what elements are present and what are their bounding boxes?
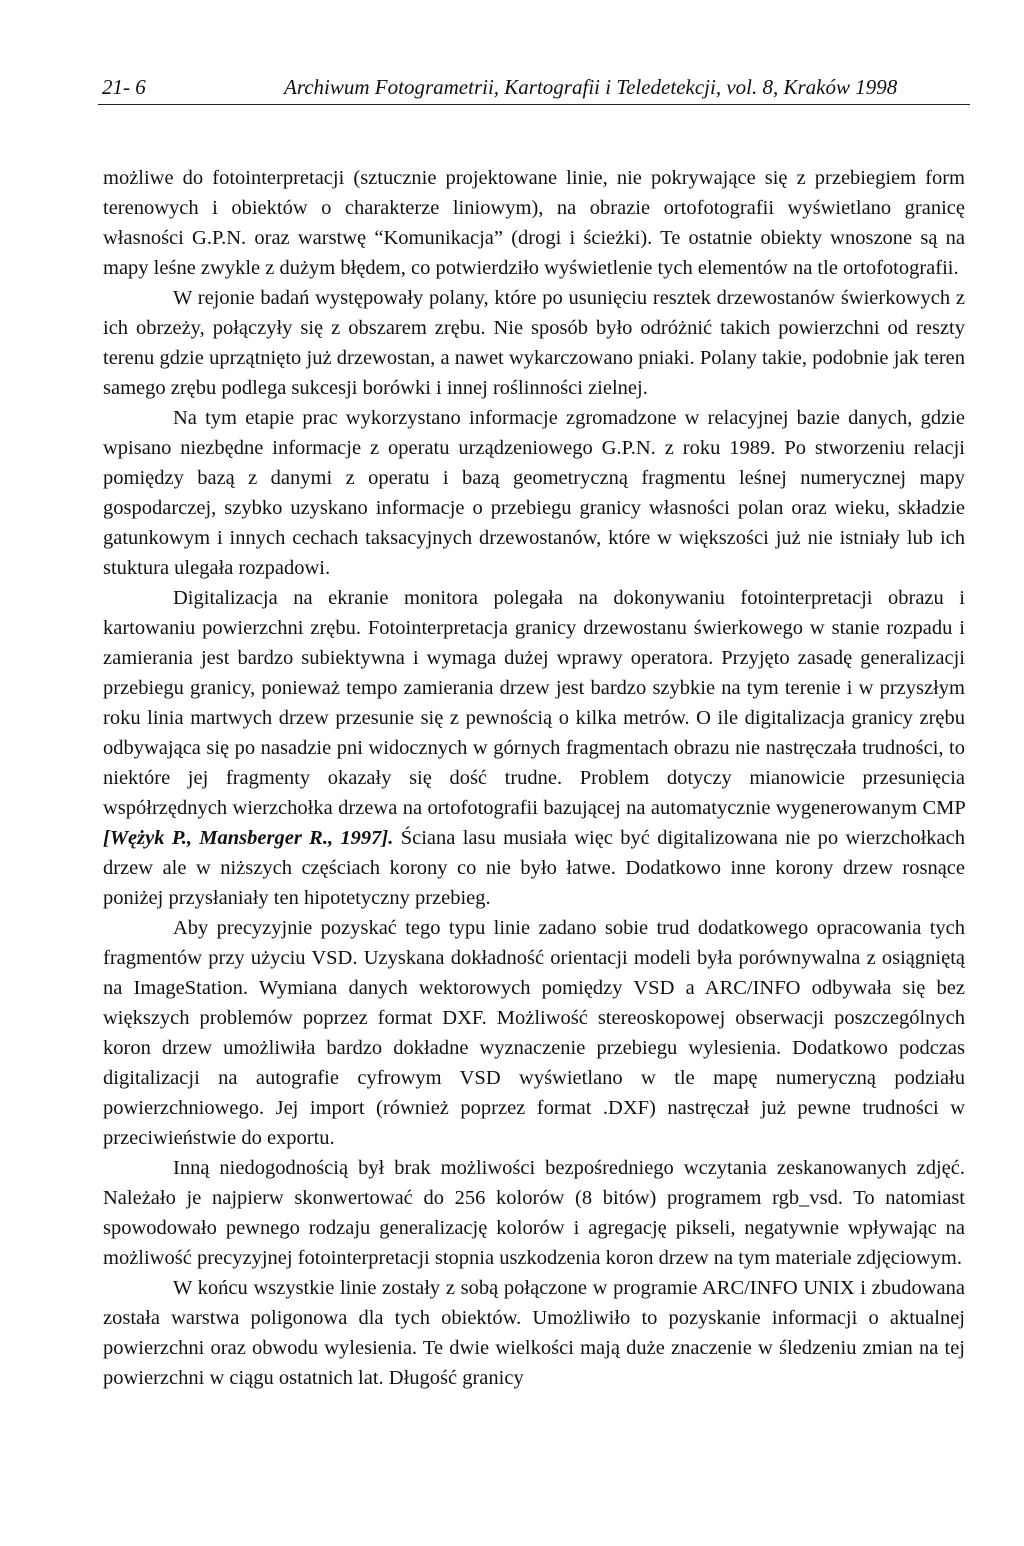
paragraph: W rejonie badań występowały polany, które po usunięciu resztek drzewostanów świerkowych z ich obrzeży, połączyły się z obszarem zrębu. Nie sposób było odróżnić takich powierzchni od reszty terenu gdzie uprzątnięto już drzewostan, a nawet wykarczowano pniaki. Polany takie, podobnie jak teren samego zrębu podlega sukcesji borówki i innej roślinności zielnej. [103,287,965,399]
citation: [Wężyk P., Mansberger R., 1997]. [103,827,394,849]
running-header [98,74,970,105]
body-text [103,163,965,1393]
journal-title: Archiwum Fotogrametrii, Kartografii i Teledetekcji, vol. 8, Kraków 1998 [284,75,898,99]
paragraph: Na tym etapie prac wykorzystano informacje zgromadzone w relacyjnej bazie danych, gdzie wpisano niezbędne informacje z operatu urządzeniowego G.P.N. z roku 1989. Po stworzeniu relacji pomiędzy bazą z danymi z operatu i bazą geometryczną fragmentu leśnej numerycznej mapy gospodarczej, szybko uzyskano informacje o przebiegu granicy własności polan oraz wieku, składzie gatunkowym i innych cechach taksacyjnych drzewostanów, które w większości już nie istniały lub ich stuktura ulegała rozpadowi. [103,407,965,579]
paragraph: W końcu wszystkie linie zostały z sobą połączone w programie ARC/INFO UNIX i zbudowana została warstwa poligonowa dla tych obiektów. Umożliwiło to pozyskanie informacji o aktualnej powierzchni oraz obwodu wylesienia. Te dwie wielkości mają duże znaczenie w śledzeniu zmian na tej powierzchni w ciągu ostatnich lat. Długość granicy [103,1277,965,1389]
paragraph: możliwe do fotointerpretacji (sztucznie projektowane linie, nie pokrywające się z przebiegiem form terenowych i obiektów o charakterze liniowym), na obrazie ortofotografii wyświetlano granicę własności G.P.N. oraz warstwę “Komunikacja” (drogi i ścieżki). Te ostatnie obiekty wnoszone są na mapy leśne zwykle z dużym błędem, co potwierdziło wyświetlenie tych elementów na tle ortofotografii. [103,167,965,279]
paragraph: Inną niedogodnością był brak możliwości bezpośredniego wczytania zeskanowanych zdjęć. Należało je najpierw skonwertować do 256 kolorów (8 bitów) programem rgb_vsd. To natomiast spowodowało pewnego rodzaju generalizację kolorów i agregację pikseli, negatywnie wpływając na możliwość precyzyjnej fotointerpretacji stopnia uszkodzenia koron drzew na tym materiale zdjęciowym. [103,1157,965,1269]
paragraph-text: Digitalizacja na ekranie monitora polegała na dokonywaniu fotointerpretacji obrazu i kartowaniu powierzchni zrębu. Fotointerpretacja granicy drzewostanu świerkowego w stanie rozpadu i zamierania jest bardzo subiektywna i wymaga dużej wprawy operatora. Przyjęto zasadę generalizacji przebiegu granicy, ponieważ tempo zamierania drzew jest bardzo szybkie na tym terenie i w przyszłym roku linia martwych drzew przesunie się z pewnością o kilka metrów. O ile digitalizacja granicy zrębu odbywająca się po nasadzie pni widocznych w górnych fragmentach obrazu nie nastręczała trudności, to niektóre jej fragmenty okazały się dość trudne. Problem dotyczy mianowicie przesunięcia współrzędnych wierzchołka drzewa na ortofotografii bazującej na automatycznie wygenerowanym CMP [103,587,965,819]
paragraph-text: Ściana lasu musiała więc być digitalizowana nie po wierzchołkach drzew ale w niższych częściach korony co nie było łatwe. Dodatkowo inne korony drzew rosnące poniżej przysłaniały ten hipotetyczny przebieg. [103,827,965,909]
paragraph: Aby precyzyjnie pozyskać tego typu linie zadano sobie trud dodatkowego opracowania tych fragmentów przy użyciu VSD. Uzyskana dokładność orientacji modeli była porównywalna z osiągniętą na ImageStation. Wymiana danych wektorowych pomiędzy VSD a ARC/INFO odbywała się bez większych problemów poprzez format DXF. Możliwość stereoskopowej obserwacji poszczególnych koron drzew umożliwiła bardzo dokładne wyznaczenie przebiegu wylesienia. Dodatkowo podczas digitalizacji na autografie cyfrowym VSD wyświetlano w tle mapę numeryczną podziału powierzchniowego. Jej import (również poprzez format .DXF) nastręczał już pewne trudności w przeciwieństwie do exportu. [103,917,965,1149]
page-number: 21- 6 [102,75,146,99]
paragraph [103,583,965,913]
